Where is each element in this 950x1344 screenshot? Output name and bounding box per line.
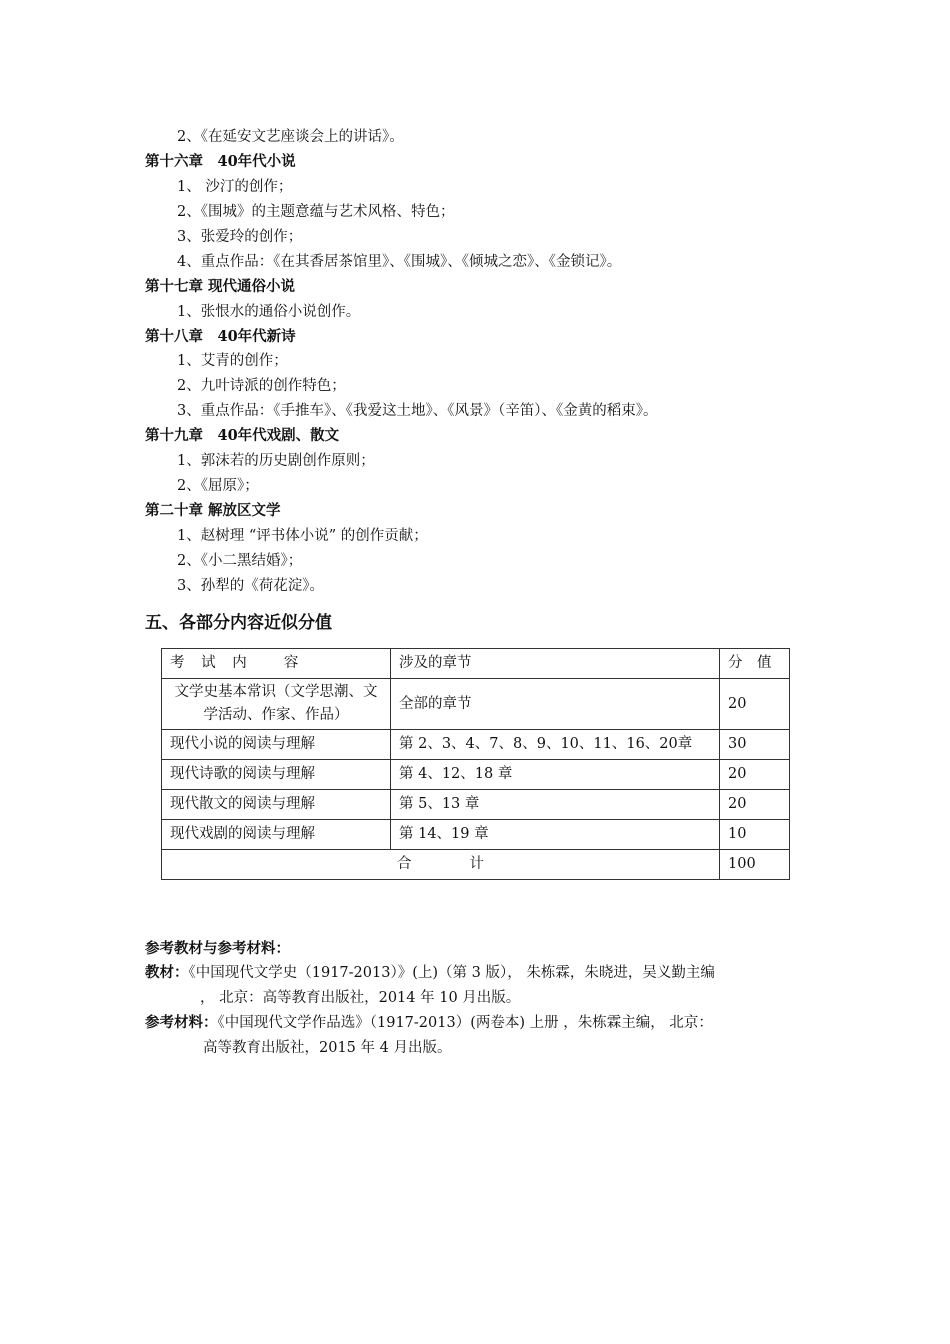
- row-score: 30: [720, 730, 790, 760]
- header-score: 分 值: [720, 649, 790, 679]
- table-row: [162, 820, 790, 850]
- material-text-cont: 高等教育出版社，2015 年 4 月出版。: [203, 1040, 452, 1056]
- header-chapters: 涉及的章节: [391, 649, 720, 679]
- chapter-heading: 第十六章 40年代小说: [145, 153, 296, 170]
- chapter-heading: 第十八章 40年代新诗: [145, 328, 296, 345]
- score-table: [161, 648, 790, 880]
- chapter-heading: 第二十章 解放区文学: [145, 502, 281, 519]
- row-chapters: 第 4、12、18 章: [391, 760, 720, 790]
- row-content: 现代诗歌的阅读与理解: [162, 760, 391, 790]
- material-text: 《中国现代文学作品选》（1917-2013）(两卷本) 上册 ，朱栋霖主编， 北京：: [217, 1015, 713, 1031]
- table-total-row: [162, 850, 790, 880]
- row-chapters: 第 5、13 章: [391, 790, 720, 820]
- outline-item: 1、赵树理 “评书体小说” 的创作贡献；: [177, 528, 428, 544]
- row-content: 现代戏剧的阅读与理解: [162, 820, 391, 850]
- outline-item: 3、重点作品：《手推车》、《我爱这土地》、《风景》（辛笛）、《金黄的稻束》。: [177, 403, 658, 419]
- outline-item: 4、重点作品：《在其香居茶馆里》、《围城》、《倾城之恋》、《金锁记》。: [177, 254, 622, 270]
- outline-item: 2、《屈原》；: [177, 478, 259, 494]
- table-row: [162, 790, 790, 820]
- row-content: 现代散文的阅读与理解: [162, 790, 391, 820]
- row-score: 20: [720, 679, 790, 730]
- table-row: [162, 679, 790, 730]
- section-title: 五、各部分内容近似分值: [145, 613, 332, 633]
- material-entry: [145, 1013, 713, 1033]
- row-score: 20: [720, 760, 790, 790]
- row-chapters: 第 2、3、4、7、8、9、10、11、16、20章: [391, 730, 720, 760]
- outline-item: 1、张恨水的通俗小说创作。: [177, 304, 361, 320]
- textbook-text-cont: ， 北京：高等教育出版社，2014 年 10 月出版。: [200, 990, 521, 1006]
- outline-item: 3、孙犁的《荷花淀》。: [177, 578, 324, 594]
- chapter-heading: 第十九章 40年代戏剧、散文: [145, 427, 340, 444]
- row-content: 文学史基本常识（文学思潮、文学活动、作家、作品）: [162, 679, 391, 730]
- textbook-label: 教材：: [145, 964, 189, 981]
- references-heading: 参考教材与参考材料：: [145, 940, 290, 957]
- textbook-entry: [145, 963, 715, 983]
- outline-item: 1、艾青的创作；: [177, 353, 288, 369]
- row-score: 10: [720, 820, 790, 850]
- outline-item: 2、《在延安文艺座谈会上的讲话》。: [177, 129, 404, 145]
- material-label: 参考材料：: [145, 1014, 218, 1031]
- row-score: 20: [720, 790, 790, 820]
- table-row: [162, 760, 790, 790]
- header-content: 考 试 内 容: [162, 649, 391, 679]
- total-value: 100: [720, 850, 790, 880]
- outline-item: 2、九叶诗派的创作特色；: [177, 378, 346, 394]
- row-chapters: 第 14、19 章: [391, 820, 720, 850]
- outline-item: 3、张爱玲的创作；: [177, 229, 303, 245]
- row-content: 现代小说的阅读与理解: [162, 730, 391, 760]
- table-header-row: [162, 649, 790, 679]
- table-row: [162, 730, 790, 760]
- row-chapters: 全部的章节: [391, 679, 720, 730]
- outline-item: 2、《围城》的主题意蕴与艺术风格、特色；: [177, 204, 455, 220]
- outline-item: 1、 沙汀的创作；: [177, 179, 293, 195]
- outline-item: 2、《小二黑结婚》；: [177, 553, 303, 569]
- total-label: 合 计: [162, 850, 720, 880]
- outline-item: 1、郭沫若的历史剧创作原则；: [177, 453, 375, 469]
- textbook-text: 《中国现代文学史（1917-2013）》(上)（第 3 版）， 朱栋霖，朱晓进，吴义勤主编: [188, 965, 715, 981]
- chapter-heading: 第十七章 现代通俗小说: [145, 278, 296, 295]
